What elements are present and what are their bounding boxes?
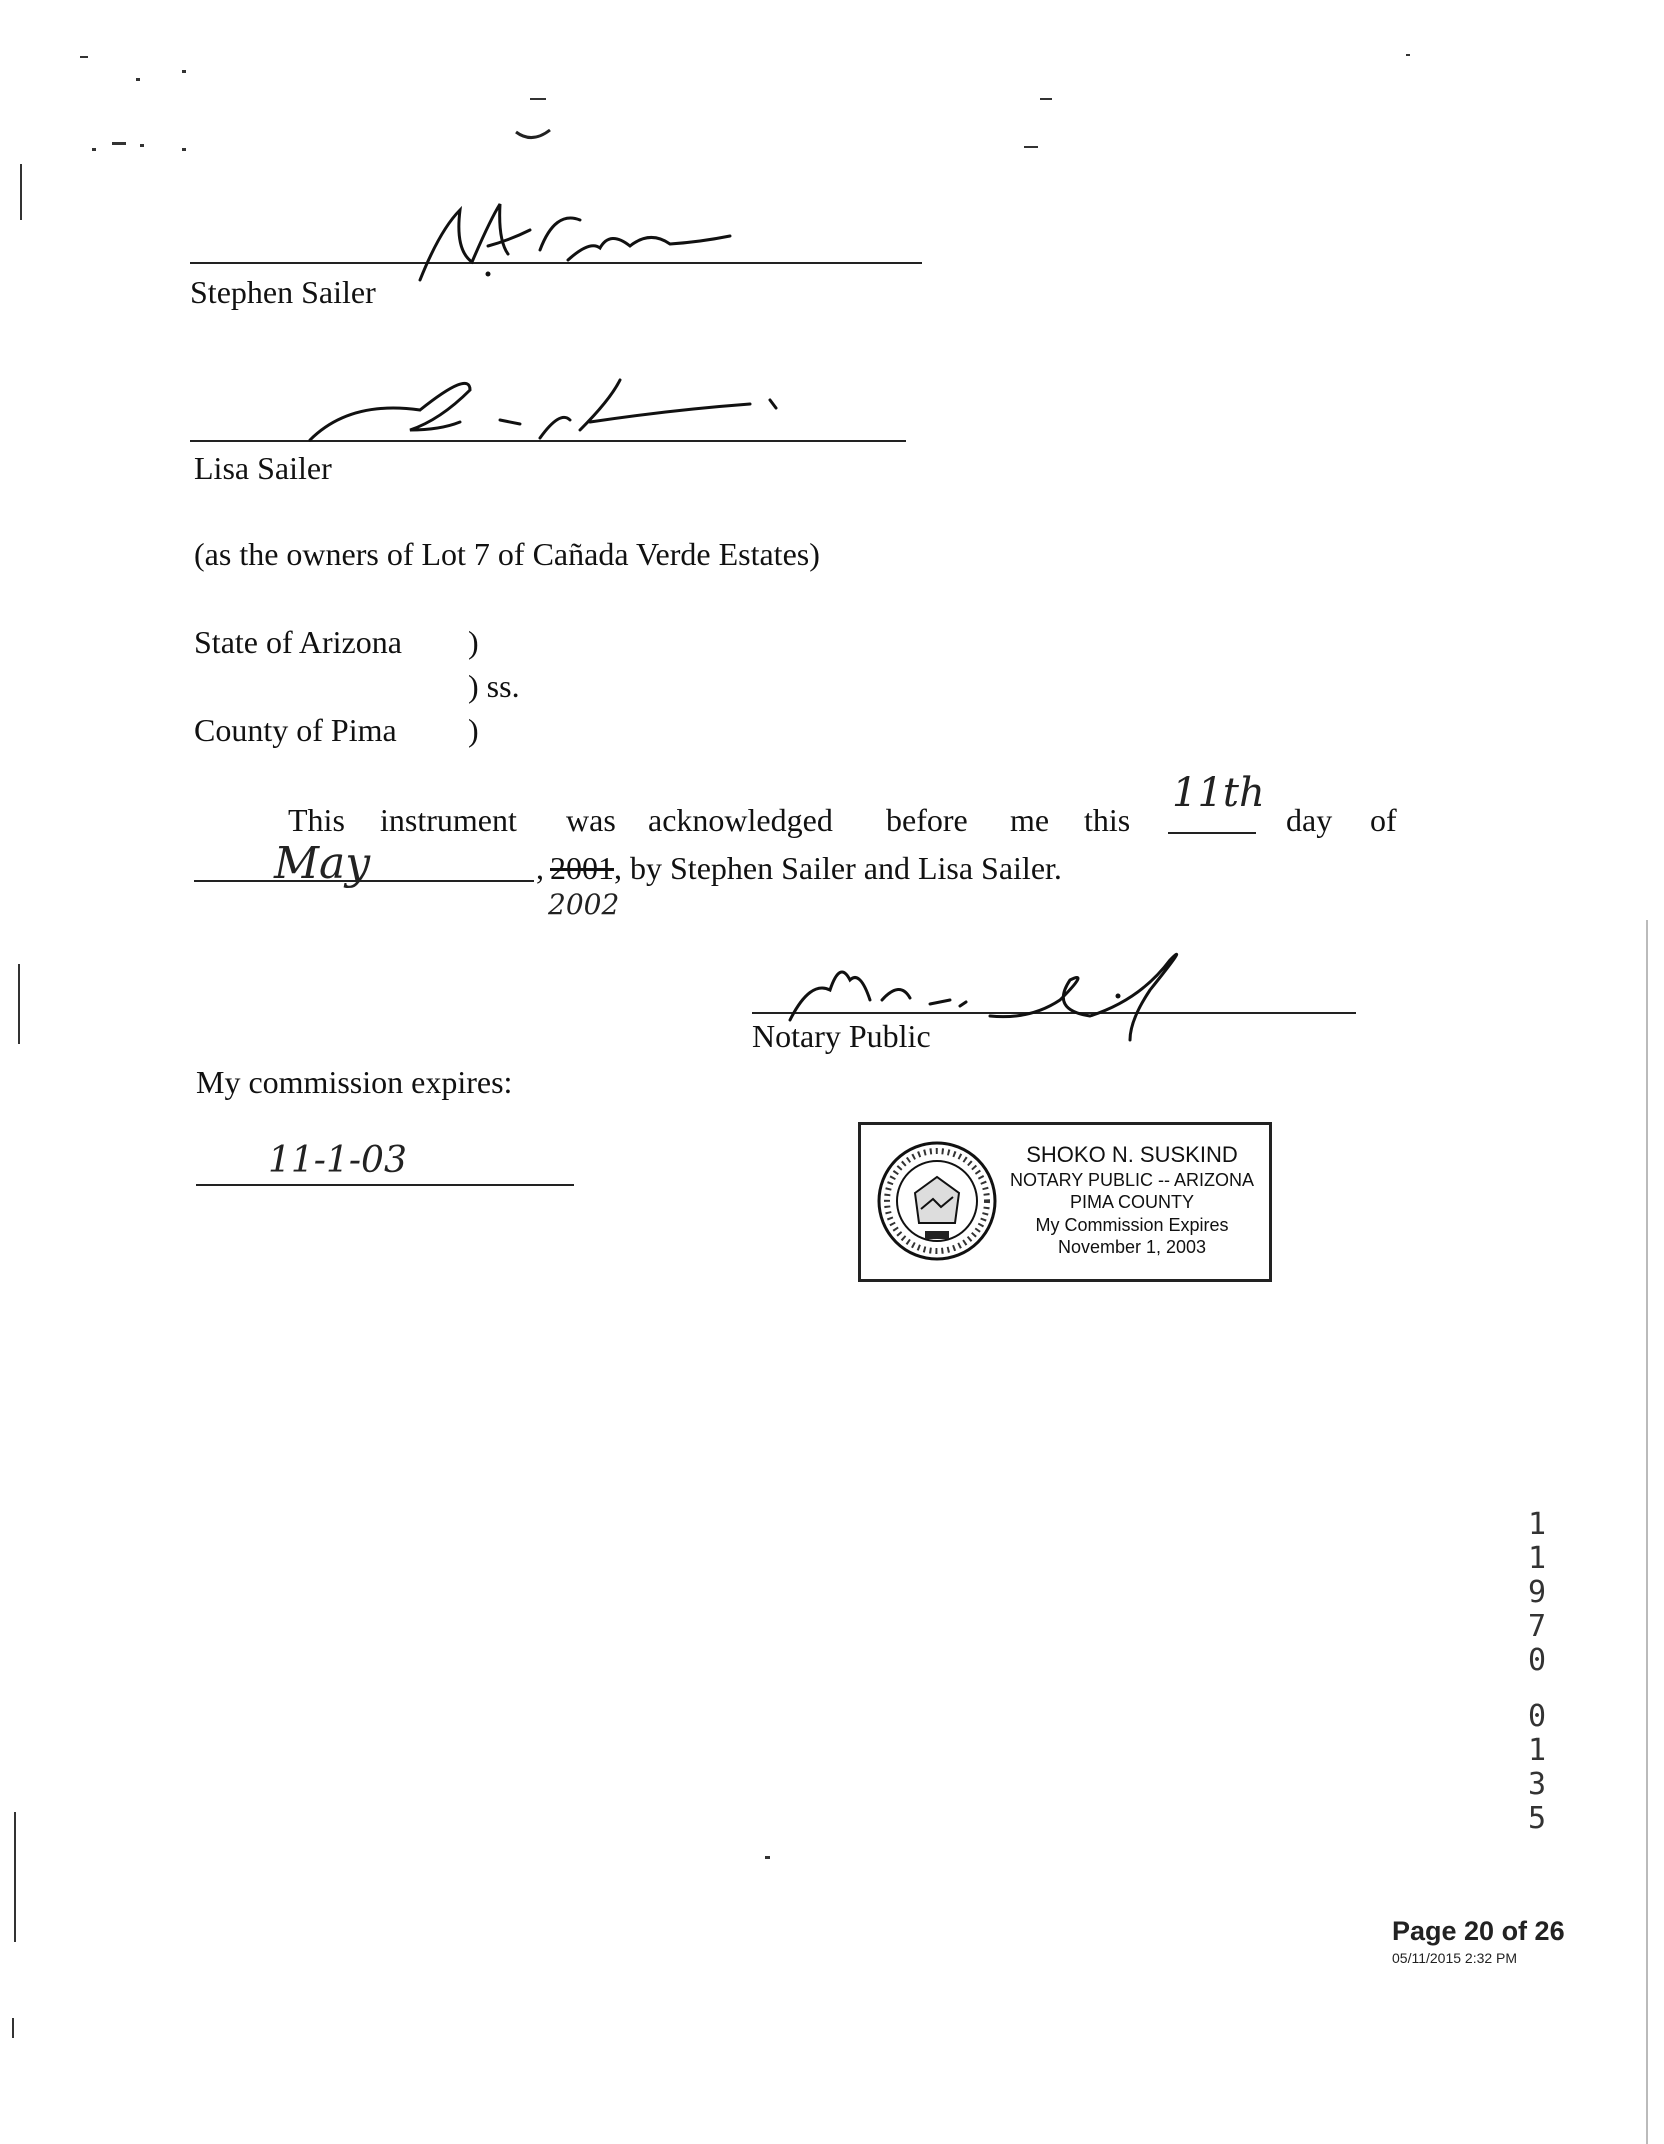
year-struck: 2001 bbox=[550, 850, 614, 886]
notary-public-label: Notary Public bbox=[752, 1018, 931, 1054]
scan-speck bbox=[765, 1856, 770, 1859]
stamp-county: PIMA COUNTY bbox=[1069, 1192, 1194, 1212]
recording-number-group1 bbox=[1524, 1508, 1550, 1678]
stephen-sailer-name: Stephen Sailer bbox=[190, 274, 376, 310]
recording-digit: 7 bbox=[1527, 1609, 1547, 1644]
scan-speck bbox=[20, 164, 22, 220]
scan-speck bbox=[530, 98, 546, 100]
recording-digit: 1 bbox=[1527, 1507, 1547, 1542]
recording-digit: 1 bbox=[1527, 1541, 1547, 1576]
year-handwritten: 2002 bbox=[548, 888, 620, 921]
ack-day-word: day bbox=[1286, 802, 1333, 838]
recording-digit: 0 bbox=[1527, 1699, 1547, 1734]
ack-word: before bbox=[886, 802, 968, 838]
stamp-notary-public: NOTARY PUBLIC -- ARIZONA bbox=[1009, 1169, 1255, 1190]
scan-border-line bbox=[1646, 920, 1648, 2144]
owners-note: (as the owners of Lot 7 of Cañada Verde Estates) bbox=[194, 536, 820, 572]
venue-state: State of Arizona bbox=[194, 624, 402, 660]
scan-mark bbox=[510, 122, 560, 152]
ack-word: me bbox=[1010, 802, 1050, 838]
scan-speck bbox=[80, 56, 88, 58]
recording-digit: 1 bbox=[1527, 1733, 1547, 1768]
stamp-commission-date: November 1, 2003 bbox=[1057, 1237, 1207, 1257]
print-timestamp: 05/11/2015 2:32 PM bbox=[1392, 1950, 1518, 1966]
page-number: Page 20 of 26 bbox=[1392, 1916, 1565, 1946]
ack-word: instrument bbox=[380, 802, 517, 838]
ack-word: acknowledged bbox=[648, 802, 833, 838]
year-comma: , bbox=[536, 850, 544, 886]
scan-speck bbox=[140, 144, 144, 147]
scan-speck bbox=[12, 2018, 14, 2038]
notary-stamp bbox=[858, 1122, 1272, 1282]
arizona-seal-icon bbox=[875, 1139, 999, 1263]
scan-speck bbox=[182, 148, 186, 151]
commission-date-line bbox=[196, 1184, 574, 1186]
stamp-commission-label: My Commission Expires bbox=[1035, 1214, 1229, 1235]
recording-digit: 0 bbox=[1527, 1643, 1547, 1678]
lisa-signature bbox=[290, 360, 810, 450]
scan-speck bbox=[1406, 54, 1410, 56]
scan-speck bbox=[18, 964, 20, 1044]
day-blank-line bbox=[1168, 832, 1256, 834]
venue-ss: ) ss. bbox=[468, 668, 520, 704]
recording-digit: 5 bbox=[1527, 1801, 1547, 1836]
commission-date-handwritten: 11-1-03 bbox=[268, 1140, 407, 1181]
ack-line2-rest: , by Stephen Sailer and Lisa Sailer. bbox=[614, 850, 1062, 886]
ack-word: this bbox=[1084, 802, 1131, 838]
recording-digit: 3 bbox=[1527, 1767, 1547, 1802]
recording-number-group2 bbox=[1524, 1700, 1550, 1836]
ack-word: was bbox=[566, 802, 616, 838]
stephen-signature bbox=[380, 190, 750, 300]
scan-speck bbox=[1024, 146, 1038, 148]
scan-speck bbox=[136, 78, 140, 81]
recording-digit: 9 bbox=[1527, 1575, 1547, 1610]
venue-paren-county: ) bbox=[468, 712, 479, 748]
month-handwritten: May bbox=[274, 838, 371, 889]
scan-speck bbox=[92, 148, 96, 151]
venue-paren-state: ) bbox=[468, 624, 479, 660]
day-handwritten: 11th bbox=[1172, 770, 1265, 816]
scan-speck bbox=[14, 1812, 16, 1942]
scan-speck bbox=[112, 142, 126, 145]
lisa-sailer-name: Lisa Sailer bbox=[194, 450, 332, 486]
scan-speck bbox=[1040, 98, 1052, 100]
scan-speck bbox=[182, 70, 186, 73]
ack-of-word: of bbox=[1370, 802, 1397, 838]
stamp-notary-name: SHOKO N. SUSKIND bbox=[1026, 1142, 1238, 1167]
commission-label: My commission expires: bbox=[196, 1064, 513, 1100]
venue-county: County of Pima bbox=[194, 712, 397, 748]
ack-word: This bbox=[288, 802, 345, 838]
